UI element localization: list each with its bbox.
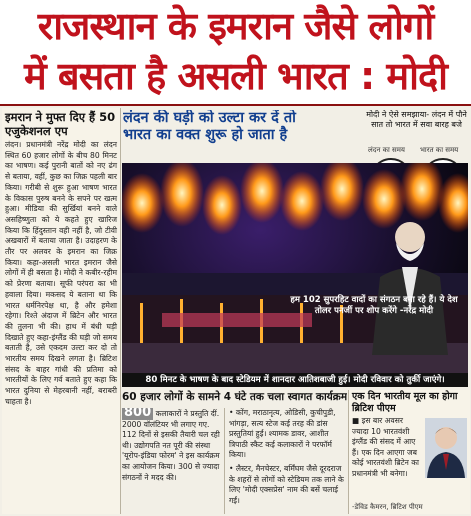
cameron-photo — [425, 418, 467, 478]
story-bullet-2: • लैस्टर, मैनचेस्टर, बर्मिंघम जैसे दूरदराज के शहरों से लोगों को स्टेडियम तक लाने के लिए 'मोदी एक्सप्रेस' नाम की बसें चलाई गईं। — [229, 463, 344, 505]
london-time-label: लंदन का समय — [368, 146, 405, 154]
story-bullet-1: • कोंग, मराठानृत्य, ओडिसी, कुचीपुडी, भांगड़ा, सत्य स्टेज कई तरह की डांस प्रस्तुतियां हुईं। श्यामक डावर, आशीत त्रिपाठी स्कैट कई कलाकारों ने परफॉर्म किया। — [229, 408, 336, 460]
left-column-story — [2, 108, 121, 514]
kicker-line-2: भारत का वक्त शुरू हो जाता है — [123, 127, 288, 143]
india-time-label: भारत का समय — [420, 146, 459, 154]
story-subhead: 60 हजार लोगों के सामने 4 घंटे तक चला स्वागत कार्यक्रम — [122, 391, 347, 403]
story-column-1 — [122, 408, 222, 514]
photo-quote: हम 102 सुपरहिट वादों का संगठन बना रहे हैं। ये देश तोलर पनर्जी पर शोप करेंगे -नरेंद्र मोदी — [290, 295, 458, 316]
kicker-line-1: लंदन की घड़ी को उल्टा कर दें तो — [123, 110, 296, 126]
story-column-1-text: कलाकारों ने प्रस्तुति दीं. 2000 वॉलंटियर भी लगाए गए. 112 दिनों से इसकी तैयारी चल रही थी। उद्योगपति नत पूरी की संस्था 'यूरोप-इंडिया फोरम' ने इस कार्यक्रम का आयोजन किया। 300 से ज्यादा संगठनों ने मदद की। — [122, 409, 220, 482]
kicker-headline — [123, 110, 363, 162]
cameron-signature: -डेविड कैमरन, ब्रिटिश पीएम — [352, 503, 423, 511]
left-column-title: इमरान ने मुफ्त दिए हैं 50 एजुकेशनल एप — [5, 110, 116, 138]
stadium-fireworks-photo — [122, 163, 468, 387]
headline-banner — [0, 0, 471, 106]
story-column-2 — [224, 408, 347, 514]
cameron-title: एक दिन भारतीय मूल का होगा ब्रिटिश पीएम — [352, 391, 458, 414]
cameron-body: ■ इस बार अवसर ज्यादा 10 भारतवंशी इंग्लैंड की संसद में आए हैं। एक दिन आएगा जब कोई भारतवंशी ब्रिटेन का प्रधानमंत्री भी बनेगा। — [352, 416, 420, 478]
cameron-sidebar — [348, 390, 470, 514]
left-column-body: लंदन। प्रधानमंत्री नरेंद्र मोदी का लंदन स्थित 60 हजार लोगों के बीच 80 मिनट का भाषण। कई पुरानी बातों को नए ढंग से बताया, वहीं, कुछ का जिक्र पहली बार किया। गरीबी से शुरू हुआ भाषण भारत के विकास पुरुष बनने के सपने पर खत्म हुआ। मीडिया की सुर्खियां बनने वाले असहिष्णुता को ये कहते हुए खारिज किया कि हिंदुस्तान वही नहीं है, जो टीवी अखबारों में बताया जाता है। उदाहरण के तौर पर अलवर के इमरान का जिक्र किया। कहा-असली भारत इमरान जैसे लोगों में ही बसता है। मोदी ने कबीर-रहीम को प्रेरणा बताया। सूफी परंपरा का भी हवाला दिया। मकसद ये बताना था कि भारत धर्मनिरपेक्ष था, है और हमेशा रहेगा। रिश्ते अंदाज में ब्रिटेन और भारत की तुलना भी की। हाथ में बंधी घड़ी दिखाते हुए कहा-इंग्लैंड की घड़ी जो समय बताती है, उसे एकदम उल्टा कर दो तो भारतीय समय दिखने लगता है। ब्रिटिश संसद के बाहर गांधी की प्रतिमा को भारतीयों के लिए गर्व बताते हुए कहा कि भारत दुनिया से मेहरबानी नहीं, बराबरी चाहता है। — [5, 140, 117, 406]
headline-line-1: राजस्थान के इमरान जैसे लोगों — [37, 4, 434, 48]
clock-caption: मोदी ने ऐसे समझाया- लंदन में पौने सात तो भारत में सवा बारह बजे — [366, 110, 467, 129]
artists-count: 800 — [122, 408, 153, 420]
photo-caption: 80 मिनट के भाषण के बाद स्टेडियम में शानदार आतिशबाजी हुई। मोदी रविवार को तुर्की जाएंगे। — [122, 373, 468, 387]
headline-line-2: में बसता है असली भारत : मोदी — [23, 54, 448, 98]
